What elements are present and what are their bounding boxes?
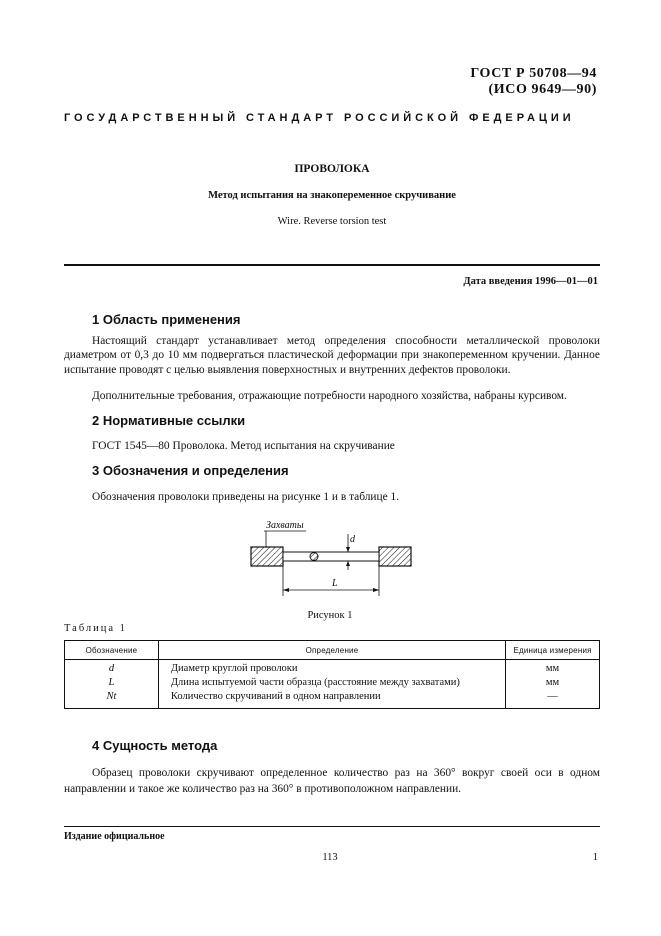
wire-cross-section <box>310 553 318 561</box>
table-1 <box>64 640 600 709</box>
l-label: L <box>332 578 338 589</box>
section-3-paragraph: Обозначения проволоки приведены на рисунке 1 и в таблице 1. <box>92 491 400 503</box>
table-header-symbol: Обозначение <box>65 641 159 660</box>
table-cell-definition: Количество скручиваний в одном направлении <box>158 690 505 709</box>
section-3-heading: 3 Обозначения и определения <box>92 463 289 478</box>
figure-caption: Рисунок 1 <box>307 610 353 621</box>
left-grip <box>251 547 283 566</box>
gost-number: ГОСТ Р 50708—94 <box>470 66 597 81</box>
right-grip <box>379 547 411 566</box>
table-cell-symbol: d <box>65 660 159 677</box>
table-header-definition: Определение <box>158 641 505 660</box>
table-header-unit: Единица измерения <box>506 641 600 660</box>
table-row <box>65 660 600 677</box>
table-cell-unit: — <box>506 690 600 709</box>
table-cell-definition: Диаметр круглой проволоки <box>158 660 505 677</box>
figure-1-wire-diagram <box>246 514 416 598</box>
title-divider <box>64 264 600 266</box>
intro-date: Дата введения 1996—01—01 <box>463 276 598 287</box>
table-cell-definition: Длина испытуемой части образца (расстояние между захватами) <box>158 676 505 690</box>
table-1-title: Таблица 1 <box>64 623 127 634</box>
state-standard-heading: ГОСУДАРСТВЕННЫЙ СТАНДАРТ РОССИЙСКОЙ ФЕДЕРАЦИИ <box>64 112 575 124</box>
footer-divider <box>64 826 600 827</box>
iso-number: (ИСО 9649—90) <box>488 82 597 97</box>
section-4-paragraph: Образец проволоки скручивают определенное количество раз на 360° вокруг своей оси в одном направлении и такое же количество раз на 360° в противоположном направлении. <box>64 767 600 795</box>
english-title: Wire. Reverse torsion test <box>277 216 387 227</box>
table-cell-symbol: L <box>65 676 159 690</box>
section-1-heading: 1 Область применения <box>92 312 241 327</box>
page-number-center: 113 <box>322 852 338 863</box>
table-cell-unit: мм <box>506 660 600 677</box>
page-number-right: 1 <box>592 852 598 863</box>
document-subtitle: Метод испытания на знакопеременное скручивание <box>208 190 456 201</box>
normative-reference: ГОСТ 1545—80 Проволока. Метод испытания на скручивание <box>92 440 395 452</box>
wire-specimen <box>283 552 379 561</box>
table-row <box>65 676 600 690</box>
table-cell-unit: мм <box>506 676 600 690</box>
table-row <box>65 690 600 709</box>
official-edition: Издание официальное <box>64 831 165 842</box>
section-1-paragraph-1: Настоящий стандарт устанавливает метод определения способности металлической проволоки диаметром от 0,3 до 10 мм подвергаться пластической деформации при знакопеременном кручении. Данное испытание проводят с целью выявления поверхностных и внутренних дефектов проволоки. <box>64 335 600 376</box>
document-title: ПРОВОЛОКА <box>294 163 370 175</box>
section-2-heading: 2 Нормативные ссылки <box>92 413 246 428</box>
grips-label: Захваты <box>266 520 304 531</box>
d-label: d <box>350 534 355 545</box>
section-4-heading: 4 Сущность метода <box>92 738 218 753</box>
section-1-paragraph-2: Дополнительные требования, отражающие потребности народного хозяйства, набраны курсивом. <box>92 390 567 402</box>
table-cell-symbol: Nt <box>65 690 159 709</box>
